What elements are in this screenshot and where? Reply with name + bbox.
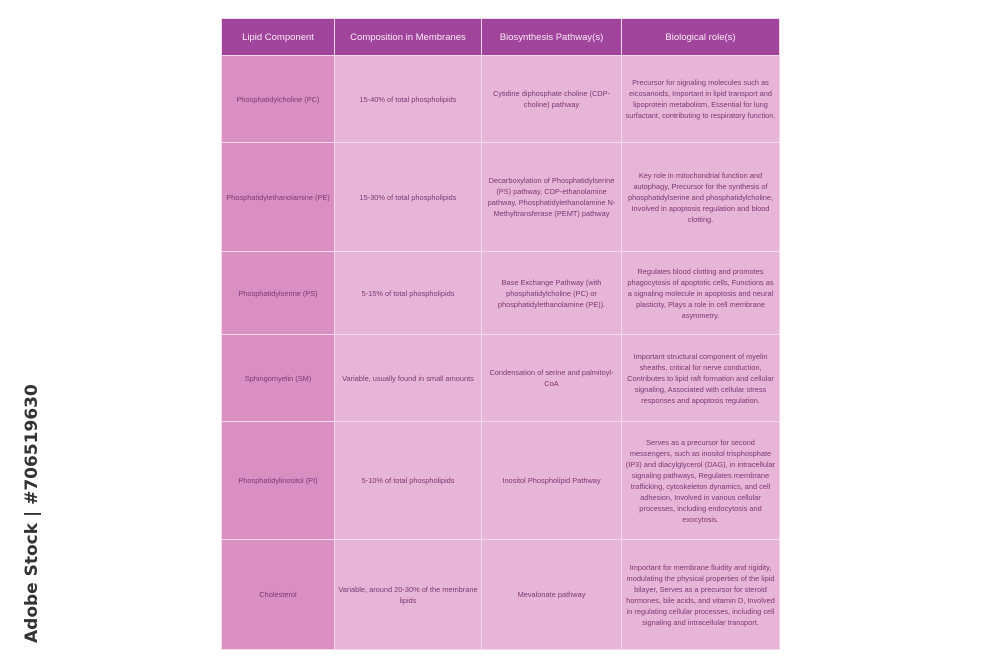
cell-component: Phosphatidylethanolamine (PE): [222, 143, 335, 252]
cell-role: Important for membrane fluidity and rigidity, modulating the physical properties of the lipid bilayer, Serves as a precursor for steroid hormones, bile acids, and vitamin D, Involved in regulating cellular processes, including cell signaling and intracellular transport.: [622, 540, 780, 650]
cell-role: Precursor for signaling molecules such as eicosanoids, Important in lipid transport and lipoprotein metabolism, Essential for lung surfactant, contributing to respiratory function.: [622, 56, 780, 143]
header-composition: Composition in Membranes: [335, 19, 482, 56]
cell-composition: Variable, usually found in small amounts: [335, 335, 482, 422]
lipid-table: [221, 18, 780, 650]
cell-composition: 5-10% of total phospholipids: [335, 422, 482, 540]
table-row: [222, 540, 780, 650]
cell-pathway: Base Exchange Pathway (with phosphatidylcholine (PC) or phosphatidylethanolamine (PE)).: [482, 252, 622, 335]
cell-component: Phosphatidylcholine (PC): [222, 56, 335, 143]
table-row: [222, 252, 780, 335]
stock-id-watermark: Adobe Stock | #706519630: [22, 384, 42, 643]
cell-component: Cholesterol: [222, 540, 335, 650]
header-row: [222, 19, 780, 56]
cell-composition: 15-30% of total phospholipids: [335, 143, 482, 252]
cell-role: Regulates blood clotting and promotes phagocytosis of apoptotic cells, Functions as a signaling molecule in apoptosis and neural plasticity, Plays a role in cell membrane asymmetry.: [622, 252, 780, 335]
header-lipid-component: Lipid Component: [222, 19, 335, 56]
header-pathway: Biosynthesis Pathway(s): [482, 19, 622, 56]
table-row: [222, 56, 780, 143]
header-role: Biological role(s): [622, 19, 780, 56]
table-row: [222, 422, 780, 540]
cell-pathway: Cytidine diphosphate choline (CDP-choline) pathway: [482, 56, 622, 143]
cell-component: Sphingomyelin (SM): [222, 335, 335, 422]
cell-component: Phosphatidylserine (PS): [222, 252, 335, 335]
cell-component: Phosphatidylinositol (PI): [222, 422, 335, 540]
cell-composition: 15-40% of total phospholipids: [335, 56, 482, 143]
cell-role: Key role in mitochondrial function and autophagy, Precursor for the synthesis of phosphatidylserine and phosphatidylcholine, Involved in apoptosis regulation and blood clotting.: [622, 143, 780, 252]
table-row: [222, 335, 780, 422]
cell-pathway: Decarboxylation of Phosphatidylserine (PS) pathway, CDP-ethanolamine pathway, Phosphatidylethanolamine N-Methyltransferase (PEMT) pathway: [482, 143, 622, 252]
table-row: [222, 143, 780, 252]
cell-composition: 5-15% of total phospholipids: [335, 252, 482, 335]
cell-role: Serves as a precursor for second messengers, such as inositol trisphosphate (IP3) and diacylglycerol (DAG), in intracellular signaling pathways, Regulates membrane trafficking, cytoskeleton dynamics, and cell adhesion, Involved in various cellular processes, including endocytosis and exocytosis.: [622, 422, 780, 540]
cell-pathway: Inositol Phospholipid Pathway: [482, 422, 622, 540]
cell-role: Important structural component of myelin sheaths, critical for nerve conduction, Contributes to lipid raft formation and cellular signaling, Associated with cellular stress responses and apoptosis regulation.: [622, 335, 780, 422]
cell-composition: Variable, around 20-30% of the membrane lipids: [335, 540, 482, 650]
cell-pathway: Condensation of serine and palmitoyl-CoA: [482, 335, 622, 422]
cell-pathway: Mevalonate pathway: [482, 540, 622, 650]
